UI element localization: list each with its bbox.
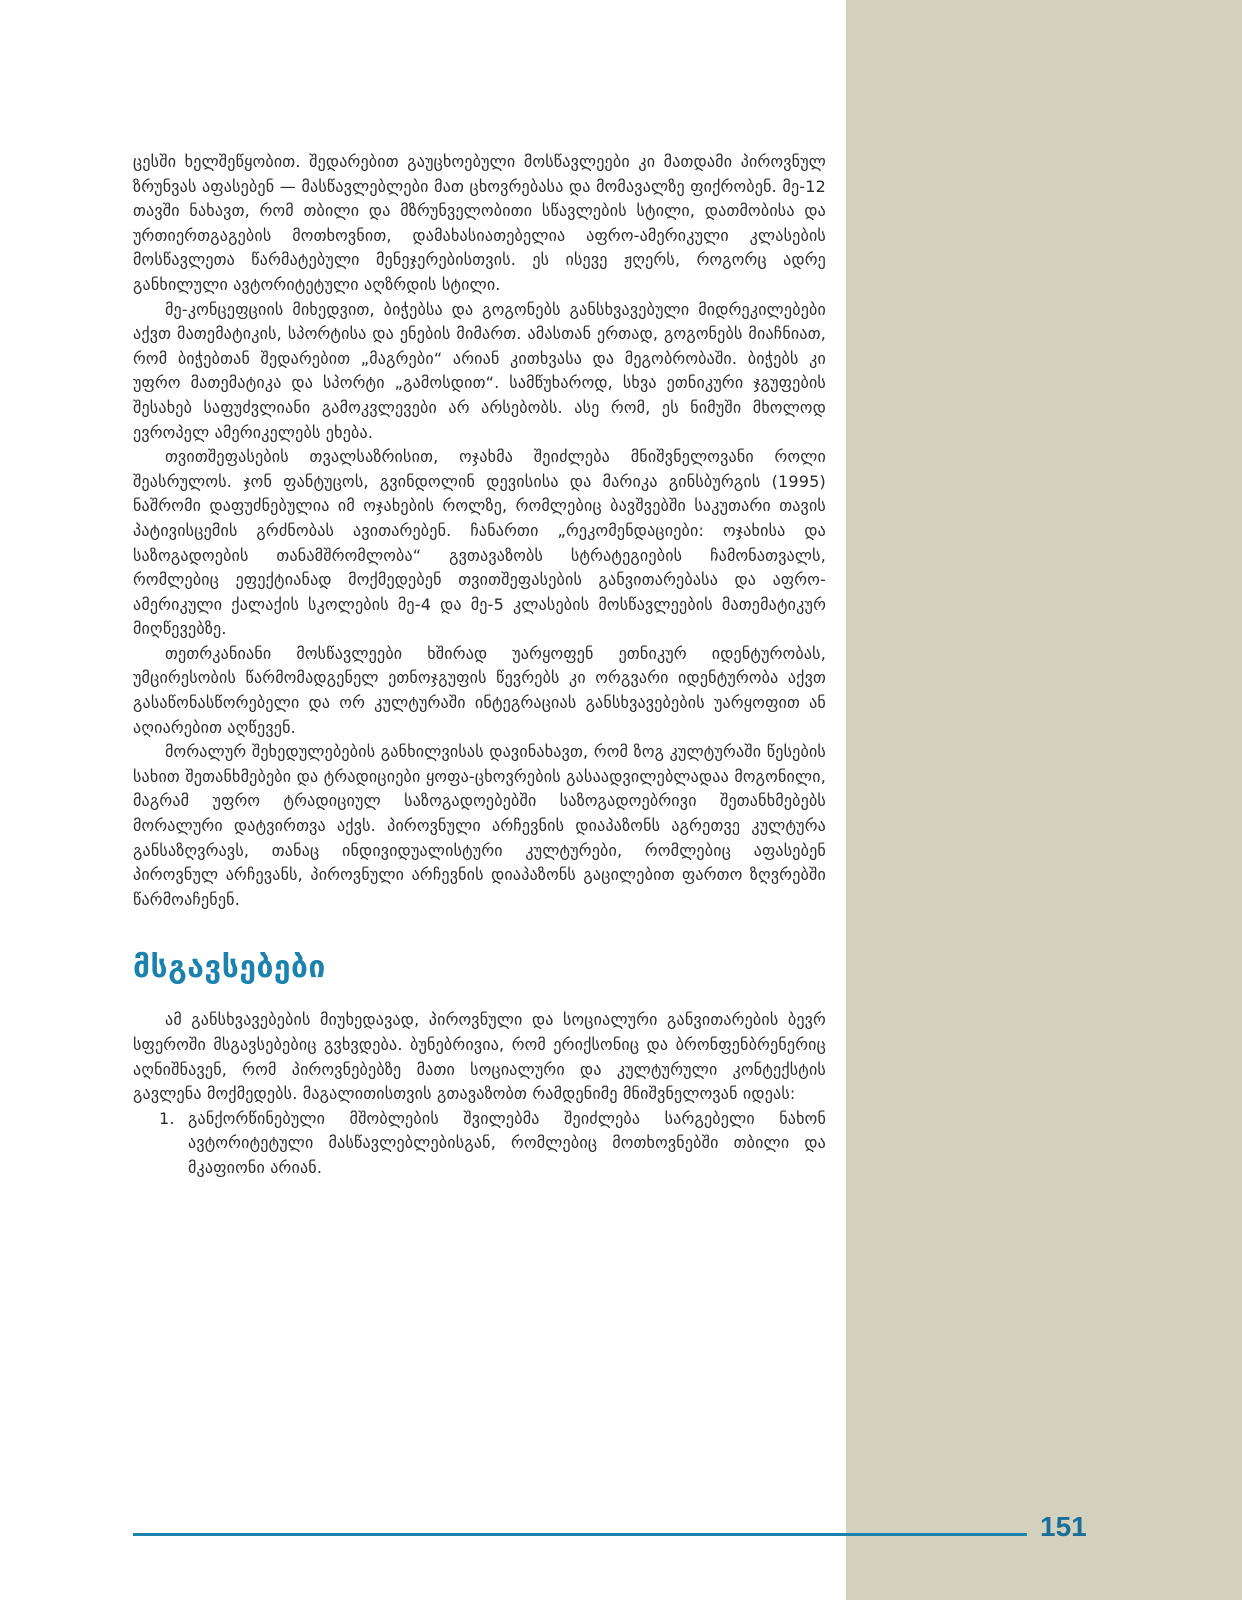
body-paragraph: ცესში ხელშეწყობით. შედარებით გაუცხოებული მოსწავლეები კი მათდამი პიროვნულ ზრუნვას აფასებენ — მასწავლებლები მათ ცხოვრებასა და მომავალზე ფიქრობენ. მე-12 თავში ნახავთ, რომ თბილი და მზრუნველობითი სწავლების სტილი, დათმობისა და ურთიერთგაგების მოთხოვნით, დამახასიათებელია აფრო-ამერიკული კლასების მოსწავლეთა წარმატებული მენეჯერებისთვის. ეს ისევე ჟღერს, როგორც ადრე განხილული ავტორიტეტული აღზრდის სტილი.	[133, 152, 826, 294]
body-paragraph: მორალურ შეხედულებების განხილვისას დავინახავთ, რომ ზოგ კულტურაში წესების სახით შეთანხმებები და ტრადიციები ყოფა-ცხოვრების გასაადვილებლადაა მოგონილი, მაგრამ უფრო ტრადიციულ საზოგადოებებში საზოგადოებრივი შეთანხმებებს მორალური დატვირთვა აქვს. პიროვნული არჩევნის დიაპაზონს აგრეთვე კულტურა განსაზღვრავს, თანაც ინდივიდუალისტური კულტურები, რომლებიც აფასებენ პიროვნულ არჩევანს, პიროვნული არჩევნის დიაპაზონს გაცილებით ფართო ზღვრებში წარმოაჩენენ.	[133, 742, 826, 909]
page-content	[133, 150, 826, 1181]
section-intro-paragraph: ამ განსხვავებების მიუხედავად, პიროვნული და სოციალური განვითარების ბევრ სფეროში მსგავსებებიც გვხვდება. ბუნებრივია, რომ ერიქსონიც და ბრონფენბრენერიც აღნიშნავენ, რომ პიროვნებებზე მათი სოციალური და კულტურული კონტექსტის გავლენა მოქმედებს. მაგალითისთვის გთავაზობთ რამდენიმე მნიშვნელოვან იდეას:	[133, 1010, 826, 1104]
footer-rule	[133, 1533, 1027, 1536]
numbered-list	[133, 1107, 826, 1181]
list-item-text: განქორწინებული მშობლების შვილებმა შეიძლება სარგებელი ნახონ ავტორიტეტული მასწავლებლებისგან, რომლებიც მოთხოვნებში თბილი და მკაფიონი არიან.	[188, 1108, 826, 1177]
page-number: 151	[1040, 1511, 1087, 1542]
body-paragraph: თვითშეფასების თვალსაზრისით, ოჯახმა შეიძლება მნიშვნელოვანი როლი შეასრულოს. ჯონ ფანტუცოს, გვინდოლინ დევისისა და მარიკა გინსბურგის (1995) ნაშრომი დაფუძნებულია იმ ოჯახების როლზე, რომლებიც ბავშვებში საკუთარი თავის პატივისცემის გრძნობას ავითარებენ. ჩანართი „რეკომენდაციები: ოჯახისა და საზოგადოების თანამშრომლობა“ გვთავაზობს სტრატეგიების ჩამონათვალს, რომლებიც ეფექტიანად მოქმედებენ თვითშეფასების განვითარებასა და აფრო-ამერიკული ქალაქის სკოლების მე-4 და მე-5 კლასების მოსწავლეების მათემატიკურ მიღწევებზე.	[133, 447, 826, 639]
decorative-side-panel	[846, 0, 1242, 1600]
body-paragraph: თეთრკანიანი მოსწავლეები ხშირად უარყოფენ ეთნიკურ იდენტურობას, უმცირესობის წარმომადგენელ ეთნოჯგუფის წევრებს კი ორგვარი იდენტურობა აქვთ გასაწონასწორებელი და ორ კულტურაში ინტეგრაციას განსხვავებების უარყოფით ან აღიარებით აღწევენ.	[133, 643, 826, 737]
list-item	[133, 1107, 826, 1181]
list-item-number: 1.	[159, 1108, 175, 1128]
section-heading: მსგავსებები	[133, 950, 326, 986]
body-paragraph: მე-კონცეფციის მიხედვით, ბიჭებსა და გოგონებს განსხვავებული მიდრეკილებები აქვთ მათემატიკის, სპორტისა და ენების მიმართ. ამასთან ერთად, გოგონებს მიაჩნიათ, რომ ბიჭებთან შედარებით „მაგრები“ არიან კითხვასა და მეგობრობაში. ბიჭებს კი უფრო მათემატიკა და სპორტი „გამოსდით“. სამწუხაროდ, სხვა ეთნიკური ჯგუფების შესახებ საფუძვლიანი გამოკვლევები არ არსებობს. ასე რომ, ეს ნიმუში მხოლოდ ევროპელ ამერიკელებს ეხება.	[133, 299, 826, 442]
